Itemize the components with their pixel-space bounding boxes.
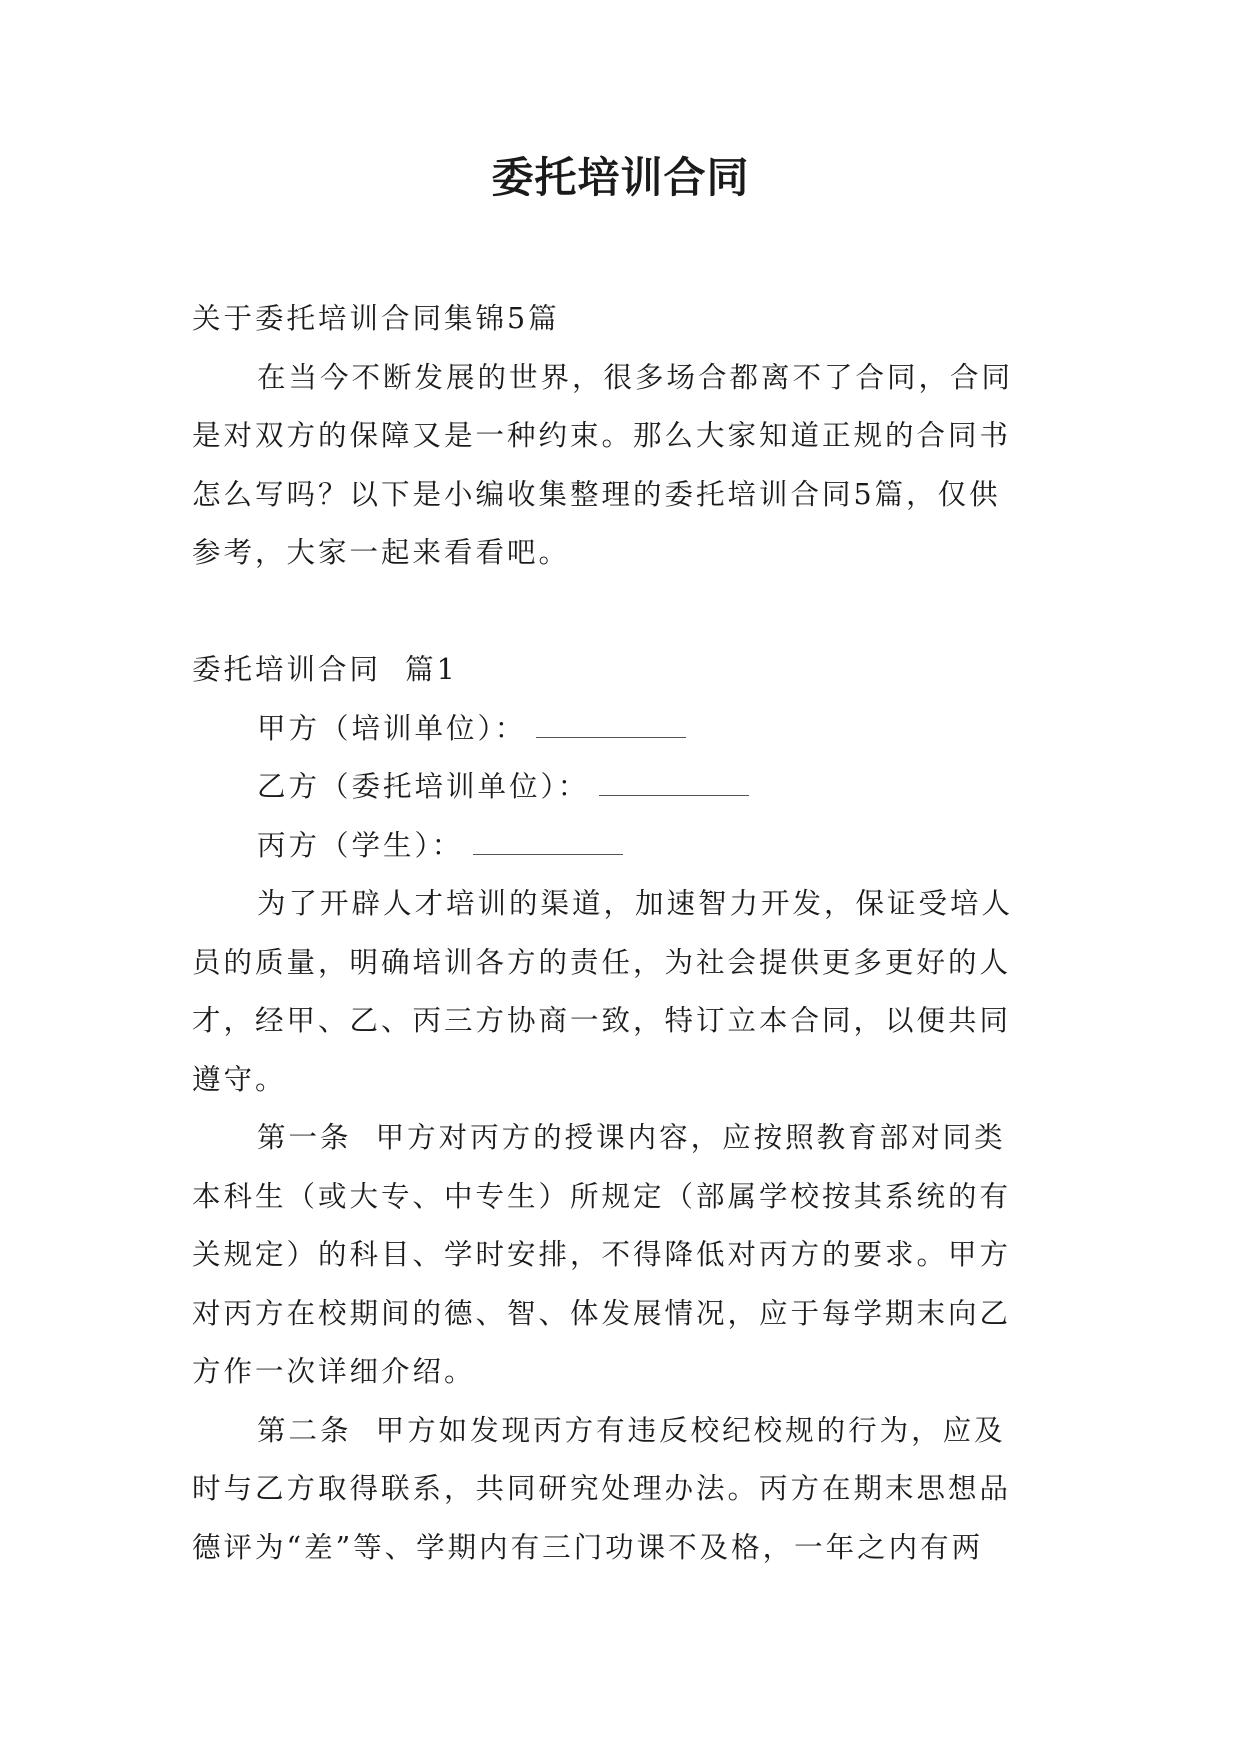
article-2-line: 时与乙方取得联系，共同研究处理办法。丙方在期末思想品 <box>192 1472 1012 1505</box>
article-1-line: 关规定）的科目、学时安排，不得降低对丙方的要求。甲方 <box>192 1238 1012 1271</box>
party-a-label: 甲方（培训单位）： <box>257 711 527 745</box>
article-2-line: 第二条 甲方如发现丙方有违反校纪校规的行为，应及 <box>257 1413 1006 1447</box>
intro-line: 是对双方的保障又是一种约束。那么大家知道正规的合同书 <box>192 419 1012 452</box>
document-body <box>192 290 1052 1577</box>
article-1-line: 对丙方在校期间的德、智、体发展情况，应于每学期末向乙 <box>192 1296 1012 1330</box>
party-b-field <box>192 758 1052 817</box>
article-1-line: 第一条 甲方对丙方的授课内容，应按照教育部对同类 <box>257 1121 1006 1154</box>
intro-line: 参考，大家一起来看看吧。 <box>192 536 571 569</box>
document-title: 委托培训合同 <box>491 153 750 202</box>
purpose-line: 为了开辟人才培训的渠道，加速智力开发，保证受培人 <box>257 887 1014 920</box>
party-a-blank <box>536 703 686 738</box>
intro-line: 在当今不断发展的世界，很多场合都离不了合同，合同 <box>257 360 1014 394</box>
paragraph-spacer <box>192 583 1052 642</box>
section-heading: 委托培训合同 篇1 <box>192 653 458 686</box>
article-1-line: 方作一次详细介绍。 <box>192 1355 476 1388</box>
party-c-blank <box>473 820 623 855</box>
intro-line: 怎么写吗？以下是小编收集整理的委托培训合同5篇，仅供 <box>192 477 1001 511</box>
purpose-line: 员的质量，明确培训各方的责任，为社会提供更多更好的人 <box>192 945 1012 979</box>
party-a-field <box>192 700 1052 759</box>
party-c-field <box>192 817 1052 876</box>
party-c-label: 丙方（学生）： <box>257 828 464 862</box>
party-b-label: 乙方（委托培训单位）： <box>257 770 590 803</box>
purpose-line: 才，经甲、乙、丙三方协商一致，特订立本合同，以便共同 <box>192 1004 1012 1037</box>
purpose-line: 遵守。 <box>192 1062 287 1096</box>
article-2-line: 德评为“差”等、学期内有三门功课不及格，一年之内有两 <box>192 1530 984 1564</box>
article-1-line: 本科生（或大专、中专生）所规定（部属学校按其系统的有 <box>192 1179 1012 1213</box>
document-subtitle: 关于委托培训合同集锦5篇 <box>192 302 560 335</box>
party-b-blank <box>599 761 749 796</box>
